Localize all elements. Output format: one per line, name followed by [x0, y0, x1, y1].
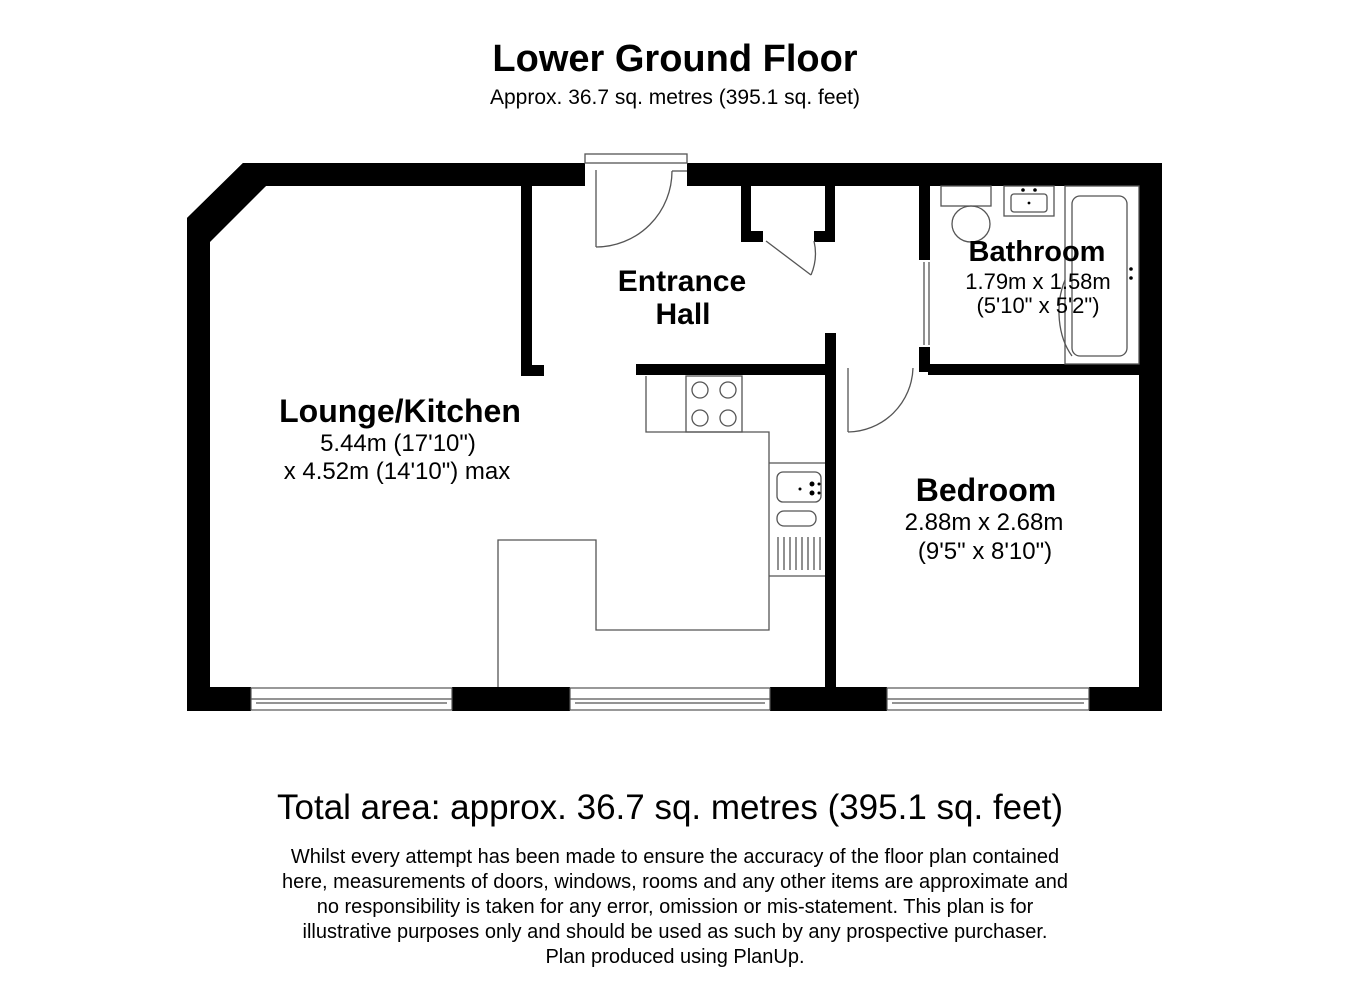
- room-lounge-kitchen-dimension-2: x 4.52m (14'10") max: [283, 458, 511, 485]
- disclaimer-line: Plan produced using PlanUp.: [545, 946, 805, 968]
- disclaimer-line: no responsibility is taken for any error, omission or mis-statement. This plan is for: [316, 896, 1034, 918]
- floor-title: Lower Ground Floor: [492, 38, 858, 80]
- floor-area-subtitle: Approx. 36.7 sq. metres (395.1 sq. feet): [489, 86, 861, 109]
- room-lounge-kitchen-name: Lounge/Kitchen: [279, 393, 521, 429]
- disclaimer-line: illustrative purposes only and should be used as such by any prospective purchaser.: [302, 921, 1048, 943]
- disclaimer-line: here, measurements of doors, windows, rooms and any other items are approximate and: [282, 871, 1068, 893]
- room-lounge-kitchen-dimension-1: 5.44m (17'10"): [320, 430, 476, 457]
- room-bathroom-name: Bathroom: [968, 236, 1106, 268]
- room-entrance-hall-name-line-1: Entrance: [617, 265, 747, 298]
- room-bathroom-dimension-1: 1.79m x 1.58m: [965, 269, 1111, 294]
- disclaimer-line: Whilst every attempt has been made to ensure the accuracy of the floor plan contained: [290, 846, 1060, 868]
- room-bedroom-dimension-1: 2.88m x 2.68m: [904, 509, 1064, 536]
- total-area: Total area: approx. 36.7 sq. metres (395.1 sq. feet): [277, 788, 1063, 827]
- kitchen-taps: [799, 482, 821, 496]
- room-entrance-hall-name-line-2: Hall: [655, 298, 711, 331]
- disclaimer: [0, 845, 1350, 970]
- kitchen-fixtures: [498, 376, 825, 687]
- room-bathroom-dimension-2: (5'10" x 5'2"): [976, 293, 1100, 318]
- windows: [251, 688, 1089, 710]
- room-bedroom-name: Bedroom: [915, 472, 1057, 508]
- room-bedroom-dimension-2: (9'5" x 8'10"): [917, 538, 1053, 565]
